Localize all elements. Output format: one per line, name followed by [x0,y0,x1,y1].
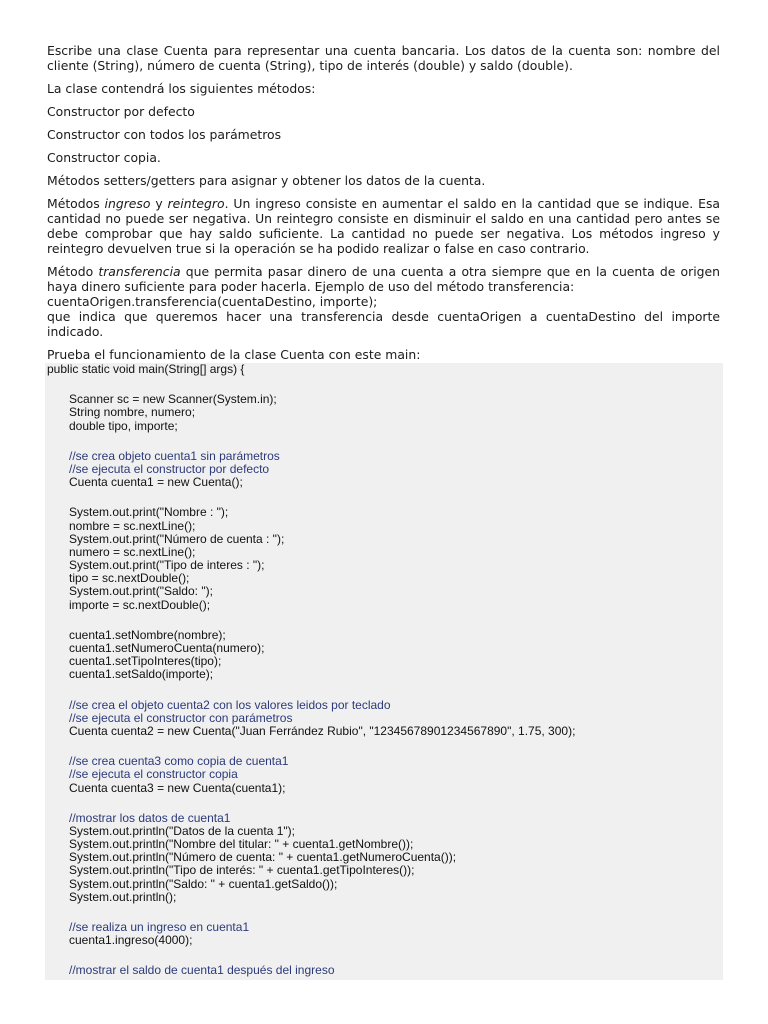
code-line: cuenta1.setNumeroCuenta(numero); [69,641,265,655]
paragraph-ingreso-reintegro: Métodos ingreso y reintegro. Un ingreso consiste en aumentar el saldo en la cantidad que se indique. Esa cantidad no puede ser negativa. Un reintegro consiste en disminuir el saldo en una cantidad pero antes se debe comprobar que hay saldo suficiente. La cantidad no puede ser negativa. Los métodos ingreso y reintegro devuelven true si la operación se ha podido realizar o false en caso contrario. [47,196,720,256]
code-spacer [45,682,723,699]
code-line: Cuenta cuenta1 = new Cuenta(); [69,475,243,490]
code-line: Cuenta cuenta3 = new Cuenta(cuenta1); [69,780,286,795]
code-line: importe = sc.nextDouble(); [69,597,211,612]
code-spacer [45,612,723,629]
code-line: double tipo, importe; [69,418,178,433]
code-line: System.out.println("Número de cuenta: " + cuenta1.getNumeroCuenta()); [69,850,457,865]
code-line: System.out.print("Tipo de interes : "); [69,558,265,573]
code-comment: //se ejecuta el constructor copia [69,767,238,782]
code-line: tipo = sc.nextDouble(); [69,571,190,586]
code-line: cuenta1.setNombre(nombre); [69,627,226,642]
code-comment: //se crea el objeto cuenta2 con los valores leidos por teclado [69,697,391,712]
code-line: cuenta1.setSaldo(importe); [69,667,214,682]
code-line: System.out.println("Nombre del titular: " + cuenta1.getNombre()); [69,837,414,852]
code-comment: //mostrar los datos de cuenta1 [69,810,231,825]
code-line: public static void main(String[] args) { [47,363,245,376]
code-comment: //mostrar el saldo de cuenta1 después del ingreso [69,963,335,978]
code-spacer [45,947,723,964]
code-spacer [45,795,723,812]
code-line: System.out.print("Número de cuenta : "); [69,531,285,546]
code-spacer [45,904,723,921]
code-line: Scanner sc = new Scanner(System.in); [69,392,277,407]
code-line: cuenta1.ingreso(4000); [69,933,193,948]
code-line: Cuenta cuenta2 = new Cuenta("Juan Ferrández Rubio", "12345678901234567890", 1.75, 300); [69,723,576,738]
paragraph-transferencia-explanation: que indica que queremos hacer una transferencia desde cuentaOrigen a cuentaDestino del importe indicado. [47,309,720,339]
paragraph-methods-intro: La clase contendrá los siguientes métodos: [47,81,316,96]
code-line: System.out.println(); [69,889,177,904]
code-line: System.out.print("Nombre : "); [69,505,229,520]
paragraph-default-constructor: Constructor por defecto [47,104,195,119]
code-line: String nombre, numero; [69,405,196,420]
paragraph-full-constructor: Constructor con todos los parámetros [47,127,282,142]
paragraph-class-description: Escribe una clase Cuenta para representar una cuenta bancaria. Los datos de la cuenta son: nombre del cliente (String), número de cuenta (String), tipo de interés (double) y saldo (double). [47,43,720,73]
code-spacer [45,376,723,393]
code-spacer [45,433,723,450]
code-line: cuenta1.setTipoInteres(tipo); [69,654,222,669]
code-comment: //se crea objeto cuenta1 sin parámetros [69,448,280,463]
code-line: System.out.println("Datos de la cuenta 1"); [69,823,295,838]
code-line: System.out.print("Saldo: "); [69,584,213,599]
code-spacer [45,738,723,755]
paragraph-transferencia: Método transferencia que permita pasar dinero de una cuenta a otra siempre que en la cuenta de origen haya dinero suficiente para poder hacerla. Ejemplo de uso del método transferencia: cuentaOrigen.transferencia(cuentaDestino, importe); [47,264,720,309]
code-block [45,363,723,980]
term-reintegro: reintegro [167,196,225,211]
document-text [47,43,720,370]
code-spacer [45,489,723,506]
paragraph-main-intro: Prueba el funcionamiento de la clase Cuenta con este main: [47,347,421,362]
transferencia-example: cuentaOrigen.transferencia(cuentaDestino, importe); [47,294,378,309]
paragraph-copy-constructor: Constructor copia. [47,150,161,165]
code-line: nombre = sc.nextLine(); [69,518,196,533]
code-line: numero = sc.nextLine(); [69,544,196,559]
term-transferencia: transferencia [98,264,181,279]
code-comment: //se ejecuta el constructor por defecto [69,461,270,476]
code-line: System.out.println("Tipo de interés: " + cuenta1.getTipoInteres()); [69,863,415,878]
code-comment: //se crea cuenta3 como copia de cuenta1 [69,754,289,769]
code-comment: //se ejecuta el constructor con parámetros [69,710,293,725]
term-ingreso: ingreso [104,196,151,211]
code-line: System.out.println("Saldo: " + cuenta1.getSaldo()); [69,876,338,891]
code-comment: //se realiza un ingreso en cuenta1 [69,920,250,934]
paragraph-setters-getters: Métodos setters/getters para asignar y obtener los datos de la cuenta. [47,173,486,188]
